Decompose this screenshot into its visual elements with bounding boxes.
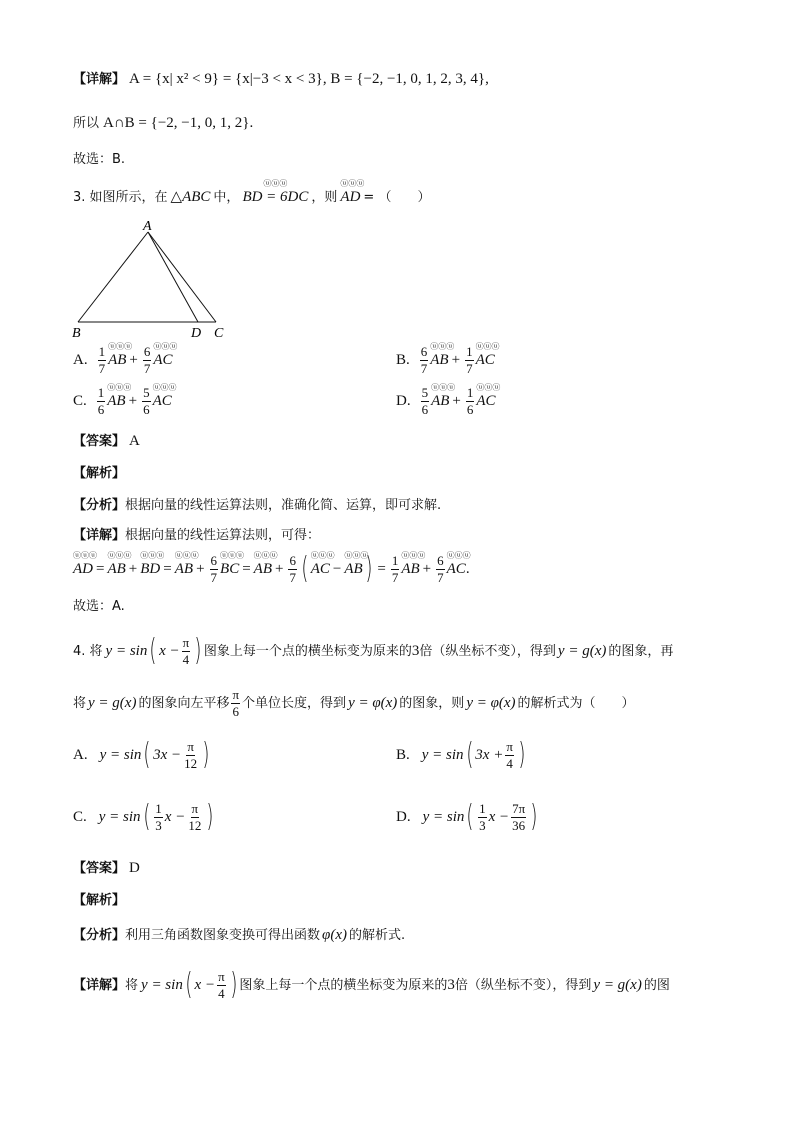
coef-2: $\frac{1}{6}$ (466, 385, 474, 417)
segment-ad (148, 232, 198, 322)
vector-ac: ⓤⓤⓤ AC (476, 382, 501, 409)
label-a: A (143, 219, 152, 234)
detail-tag: 【详解】 (73, 72, 126, 87)
vector-ac: ⓤⓤⓤ AC (475, 341, 500, 368)
answer-value: A (129, 433, 140, 449)
p2-choice: 故选：B. (73, 152, 126, 167)
q3-stem-prefix: 3. 如图所示，在 (73, 190, 168, 205)
q3-option-b: B. $\frac{6}{7}$ ⓤⓤⓤ AB + $\frac{1}{7}$ ⓤⓤⓤ AC (396, 341, 500, 376)
p2-intersection-line (73, 116, 253, 131)
q3-option-c: C. $\frac{1}{6}$ ⓤⓤⓤ AB + $\frac{5}{6}$ ⓤⓤⓤ AC (73, 382, 177, 417)
q3-analysis-tag: 【解析】 (73, 466, 126, 481)
q3-option-a: A. $\frac{1}{7}$ ⓤⓤⓤ AB + $\frac{6}{7}$ ⓤⓤⓤ AC (73, 341, 178, 376)
q3-fenxi: 【分析】 根据向量的线性运算法则，准确化简、运算，即可求解. (73, 498, 442, 513)
q3-detail: 【详解】 根据向量的线性运算法则，可得： (73, 528, 321, 543)
label-d: D (191, 326, 202, 341)
vector-ab: ⓤⓤⓤ AB (430, 341, 455, 368)
q3-triangle: △ABC (170, 189, 211, 205)
option-letter: C. (73, 392, 87, 409)
q4-option-a: A. y = sin ( 3x − $\frac{\pi}{12}$ ) (73, 737, 210, 773)
q4-option-b: B. y = sin ( 3x + $\frac{\pi}{4}$ ) (396, 737, 526, 773)
q4-fenxi: 【分析】 利用三角函数图象变换可得出函数 φ(x) 的解析式. (73, 927, 406, 943)
option-letter: B. (396, 351, 410, 368)
coef-1: $\frac{5}{6}$ (421, 385, 429, 417)
vector-ab: ⓤⓤⓤ AB (431, 382, 456, 409)
side-ac (148, 232, 216, 322)
coef-1: $\frac{1}{6}$ (97, 385, 105, 417)
so-text: 所以 (73, 116, 100, 131)
q4-stem-line1: 4. 将 y = sin ( x − $\frac{\pi}{4}$ ) 图象上每一个点的横坐标变为原来的 3 倍（纵坐标不变），得到 y = g(x) 的图象，再 (73, 633, 674, 669)
vector-ac: ⓤⓤⓤ AC (153, 341, 178, 368)
q3-stem (73, 179, 431, 205)
vector-ac: ⓤⓤⓤ AC (152, 382, 177, 409)
q3-derivation: ⓤⓤⓤ AD = ⓤⓤⓤ AB + ⓤⓤⓤ BD = ⓤⓤⓤ AB + $\frac{6}{7}$ ⓤⓤⓤ BC = ⓤⓤⓤ AB + $\frac{6}{7}$ ( ⓤⓤⓤ AC − ⓤⓤⓤ AB ) = $\frac{1}{7}$ ⓤⓤⓤ AB + $\frac{6}{7}$ ⓤⓤⓤ AC . (73, 550, 471, 587)
q3-stem-mid: 中， (213, 190, 240, 205)
q3-answer: 【答案】 A (73, 433, 140, 449)
q3-target: ⓤⓤⓤ AD (340, 179, 365, 205)
coef-2: $\frac{6}{7}$ (143, 344, 151, 376)
q3-stem-mid2: ，则 (311, 190, 338, 205)
label-b: B (72, 326, 81, 341)
q4-detail: 【详解】 将 y = sin ( x − $\frac{\pi}{4}$ ) 图象上每一个点的横坐标变为原来的 3 倍（纵坐标不变），得到 y = g(x) 的图 (73, 967, 670, 1003)
vector-ab: ⓤⓤⓤ AB (108, 341, 133, 368)
vector-ab: ⓤⓤⓤ AB (107, 382, 132, 409)
answer-value: D (129, 860, 140, 876)
q3-condition: ⓤⓤⓤ BD = 6DC (242, 179, 309, 205)
set-expression: A = {x| x² < 9} = {x|−3 < x < 3}, B = {−2, −1, 0, 1, 2, 3, 4}, (129, 71, 489, 87)
q3-stem-suffix: = （ ） (363, 190, 431, 205)
coef-2: $\frac{5}{6}$ (143, 385, 150, 417)
p2-detail-line (73, 72, 489, 87)
coef-2: $\frac{1}{7}$ (466, 344, 473, 376)
q3-option-d: D. $\frac{5}{6}$ ⓤⓤⓤ AB + $\frac{1}{6}$ ⓤⓤⓤ AC (396, 382, 501, 417)
q4-option-d: D. y = sin ( $\frac{1}{3}$ x − $\frac{7\pi}{36}$ ) (396, 799, 538, 835)
coef-1: $\frac{6}{7}$ (420, 344, 428, 376)
q4-stem-line2: 将 y = g(x) 的图象向左平移 $\frac{\pi}{6}$ 个单位长度，得到 y = φ(x) 的图象，则 y = φ(x) 的解析式为（ ） (73, 687, 635, 719)
q4-answer: 【答案】 D (73, 860, 140, 876)
intersection-expression: A∩B = {−2, −1, 0, 1, 2}. (103, 115, 254, 131)
q4-option-c: C. y = sin ( $\frac{1}{3}$ x − $\frac{\pi}{12}$ ) (73, 799, 214, 835)
label-c: C (214, 326, 224, 341)
triangle-figure (70, 218, 230, 342)
coef-1: $\frac{1}{7}$ (98, 344, 106, 376)
option-letter: A. (73, 351, 88, 368)
side-ab (78, 232, 148, 322)
q3-choice: 故选：A. (73, 599, 125, 614)
q4-analysis-tag: 【解析】 (73, 893, 126, 908)
option-letter: D. (396, 392, 411, 409)
